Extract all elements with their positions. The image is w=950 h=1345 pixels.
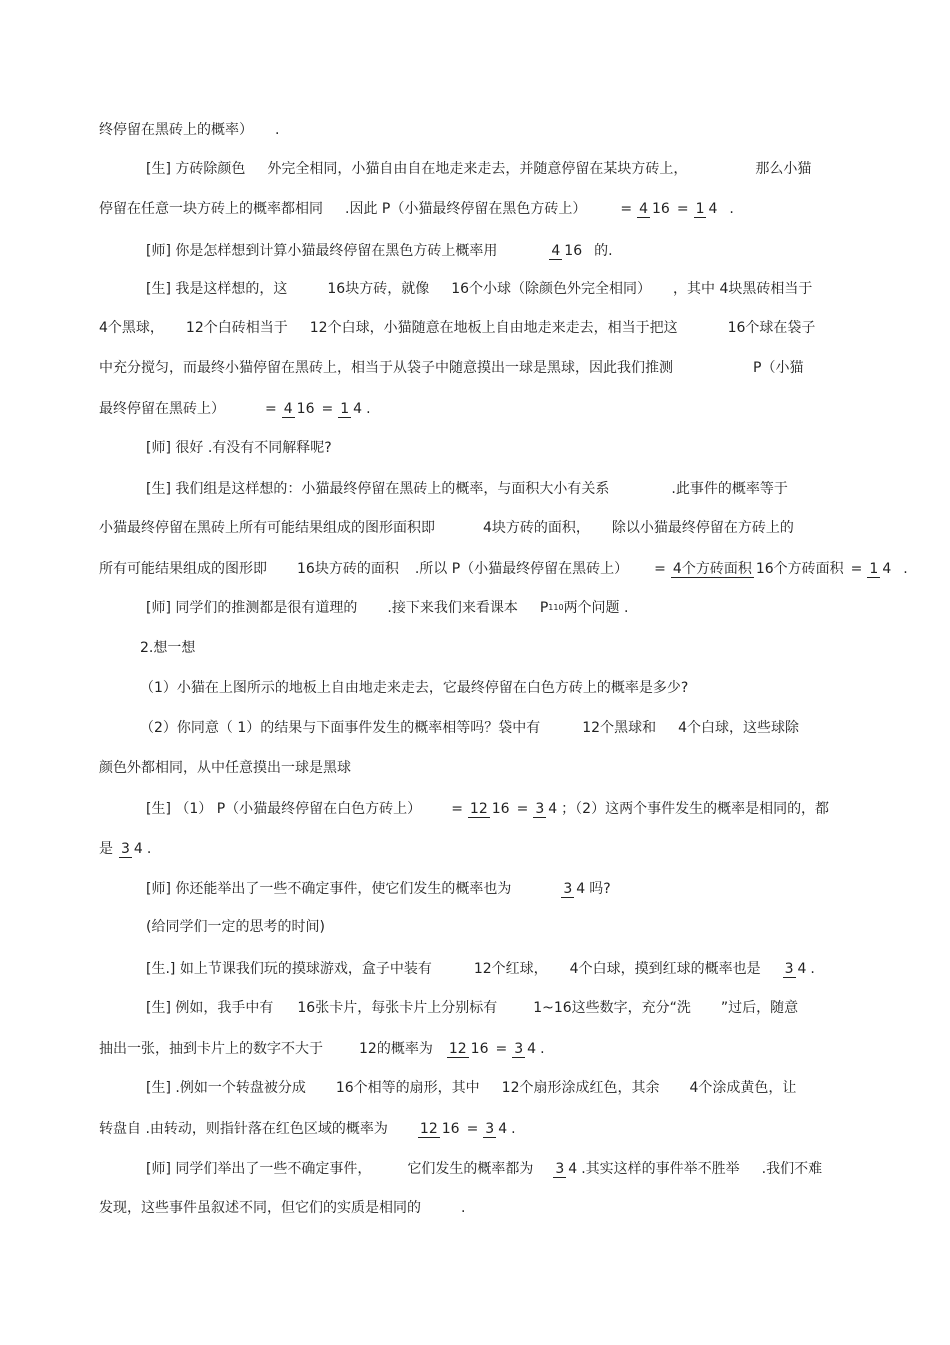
fraction-4-16: 4 16 — [283, 401, 315, 417]
text-line — [146, 438, 332, 458]
text-segment: （2）你同意（ 1）的结果与下面事件发生的概率相等吗？袋中有 — [140, 720, 541, 736]
text-segment: [生] 方砖除颜色 — [146, 161, 246, 177]
text-line — [146, 870, 611, 908]
text-segment: 16块方砖的面积 — [297, 561, 399, 577]
text-segment: 最终停留在黑砖上） — [99, 401, 225, 417]
text-segment: 4个白球，这些球除 — [678, 720, 800, 736]
fraction-3-4: 3 4 — [563, 881, 586, 897]
text-segment: 1~16这些数字，充分“洗 — [533, 1000, 691, 1016]
text-line — [146, 479, 788, 499]
text-segment: 中充分搅匀，而最终小猫停留在黑砖上，相当于从袋子中随意摸出一球是黑球，因此我们推测 — [99, 360, 673, 376]
fraction-12-16: 12 16 — [419, 1121, 460, 1137]
text-line — [140, 718, 799, 738]
text-segment: [师] 你是怎样想到计算小猫最终停留在黑色方砖上概率用 — [146, 243, 498, 259]
text-segment: 16块方砖，就像 — [327, 281, 430, 297]
text-line — [146, 950, 815, 988]
text-segment: P — [539, 600, 549, 616]
fraction-3-4: 3 4 — [535, 801, 558, 817]
period: . — [810, 961, 815, 977]
text-segment: 12个扇形涂成红色，其余 — [501, 1080, 660, 1096]
text-segment: 12个白砖相当于 — [185, 320, 288, 336]
text-line — [99, 830, 151, 868]
equals-sign: = — [850, 561, 863, 577]
text-line — [99, 550, 908, 588]
text-segment: 12个红球， — [473, 961, 548, 977]
text-line — [99, 1110, 516, 1148]
text-segment: [生.] 如上节课我们玩的摸球游戏，盒子中装有 — [146, 961, 432, 977]
fraction-1-4: 1 4 — [340, 401, 363, 417]
period: . — [540, 1041, 545, 1057]
text-segment: [师] 同学们举出了一些不确定事件， — [146, 1161, 372, 1177]
text-segment: 4个涂成黄色，让 — [689, 1080, 797, 1096]
text-line — [99, 758, 351, 778]
page-ref-subscript: 110 — [548, 603, 564, 612]
fraction-3-4: 3 4 — [121, 841, 143, 857]
text-segment: .此事件的概率等于 — [671, 481, 788, 497]
text-line — [146, 159, 811, 179]
text-segment: 抽出一张，抽到卡片上的数字不大于 — [99, 1041, 323, 1057]
text-segment: .接下来我们来看课本 — [387, 600, 518, 616]
text-segment: 发现，这些事件虽叙述不同，但它们的实质是相同的 — [99, 1200, 421, 1216]
text-segment: 它们发生的概率都为 — [407, 1161, 534, 1177]
text-line — [146, 1150, 822, 1188]
fraction-4-16: 4 16 — [551, 243, 583, 259]
text-segment: ”过后，随意 — [720, 1000, 799, 1016]
text-line — [99, 318, 815, 338]
text-segment: 12个白球，小猫随意在地板上自由地走来走去，相当于把这 — [309, 320, 678, 336]
text-line — [99, 358, 803, 378]
text-segment: 12个黑球和 — [582, 720, 657, 736]
text-segment: 16个球在袋子 — [727, 320, 816, 336]
text-segment: [生] （1） P（小猫最终停留在白色方砖上） — [146, 801, 422, 817]
equals-sign: = — [676, 201, 689, 217]
text-segment: 小猫最终停留在黑砖上所有可能结果组成的图形面积即 — [99, 520, 435, 536]
text-line — [146, 790, 829, 828]
text-segment: ；（2）这两个事件发生的概率是相同的，都 — [561, 801, 830, 817]
text-segment: 所有可能结果组成的图形即 — [99, 561, 267, 577]
text-segment: [师] 很好 .有没有不同解释呢? — [146, 440, 332, 456]
fraction-area: 4个方砖面积 16个方砖面积 — [672, 561, 844, 577]
text-segment: .所以 P（小猫最终停留在黑砖上） — [414, 561, 629, 577]
period: . — [729, 201, 734, 217]
equals-sign: = — [620, 201, 633, 217]
text-segment: 颜色外都相同，从中任意摸出一球是黑球 — [99, 760, 351, 776]
text-segment: . — [275, 122, 280, 138]
text-segment: 那么小猫 — [755, 161, 812, 177]
text-line — [99, 1198, 465, 1218]
text-line — [99, 192, 734, 226]
text-segment: 16张卡片，每张卡片上分别标有 — [297, 1000, 498, 1016]
equals-sign: = — [451, 801, 463, 817]
text-segment: 是 — [99, 841, 113, 857]
period: . — [511, 1121, 516, 1137]
text-line — [146, 998, 798, 1018]
text-segment: （1）小猫在上图所示的地板上自由地走来走去，它最终停留在白色方砖上的概率是多少? — [140, 680, 689, 696]
equals-sign: = — [265, 401, 277, 417]
text-segment: 的. — [594, 243, 613, 259]
equals-sign: = — [321, 401, 334, 417]
text-segment: .其实这样的事件举不胜举 — [581, 1161, 740, 1177]
text-segment: . — [461, 1200, 466, 1216]
text-segment: 除以小猫最终停留在方砖上的 — [611, 520, 794, 536]
text-segment: 12的概率为 — [359, 1041, 433, 1057]
text-segment: 4块方砖的面积， — [483, 520, 590, 536]
text-segment: .因此 P（小猫最终停留在黑色方砖上） — [345, 201, 587, 217]
fraction-3-4: 3 4 — [784, 961, 807, 977]
text-segment: 16个小球（除颜色外完全相同） — [451, 281, 652, 297]
equals-sign: = — [495, 1041, 508, 1057]
text-line — [146, 1078, 796, 1098]
text-line — [99, 391, 371, 427]
text-line — [146, 279, 812, 299]
period: . — [903, 561, 908, 577]
text-line — [140, 678, 688, 698]
text-segment: [生] 我是这样想的，这 — [146, 281, 288, 297]
text-segment: 4个黑球， — [99, 320, 164, 336]
period: . — [146, 841, 152, 857]
text-segment: 终停留在黑砖上的概率） — [99, 122, 253, 138]
text-line — [99, 120, 279, 140]
text-segment: 16个相等的扇形，其中 — [335, 1080, 480, 1096]
text-line — [146, 917, 325, 937]
section-heading — [140, 638, 195, 658]
text-line — [99, 1030, 545, 1068]
text-segment: 转盘自 .由转动，则指针落在红色区域的概率为 — [99, 1121, 388, 1137]
text-segment: ，其中 4块黑砖相当于 — [673, 281, 813, 297]
equals-sign: = — [516, 801, 529, 817]
fraction-3-4: 3 4 — [485, 1121, 508, 1137]
fraction-4-16: 4 16 — [639, 201, 670, 217]
fraction-1-4: 1 4 — [869, 561, 892, 577]
text-line — [99, 518, 794, 538]
fraction-3-4: 3 4 — [514, 1041, 537, 1057]
text-segment: P（小猫 — [753, 360, 804, 376]
fraction-3-4: 3 4 — [555, 1161, 578, 1177]
text-segment: .我们不难 — [761, 1161, 823, 1177]
text-segment: (给同学们一定的思考的时间) — [146, 919, 325, 935]
text-line — [146, 232, 613, 270]
text-segment: 外完全相同，小猫自由自在地走来走去，并随意停留在某块方砖上， — [267, 161, 688, 177]
fraction-12-16: 12 16 — [469, 801, 510, 817]
equals-sign: = — [654, 561, 666, 577]
text-segment: [生] 例如，我手中有 — [146, 1000, 274, 1016]
text-line — [146, 598, 628, 618]
text-segment: 4个白球，摸到红球的概率也是 — [569, 961, 761, 977]
text-segment: [师] 你还能举出了一些不确定事件，使它们发生的概率也为 — [146, 881, 512, 897]
text-segment: [生] .例如一个转盘被分成 — [146, 1080, 306, 1096]
period: . — [366, 401, 371, 417]
text-segment: 两个问题 . — [563, 600, 629, 616]
text-segment: 2.想一想 — [140, 640, 196, 656]
fraction-1-4: 1 4 — [695, 201, 718, 217]
text-segment: 吗? — [589, 881, 611, 897]
text-segment: 停留在任意一块方砖上的概率都相同 — [99, 201, 323, 217]
text-segment: [师] 同学们的推测都是很有道理的 — [146, 600, 358, 616]
text-segment: [生] 我们组是这样想的：小猫最终停留在黑砖上的概率，与面积大小有关系 — [146, 481, 610, 497]
fraction-12-16: 12 16 — [448, 1041, 489, 1057]
equals-sign: = — [466, 1121, 479, 1137]
